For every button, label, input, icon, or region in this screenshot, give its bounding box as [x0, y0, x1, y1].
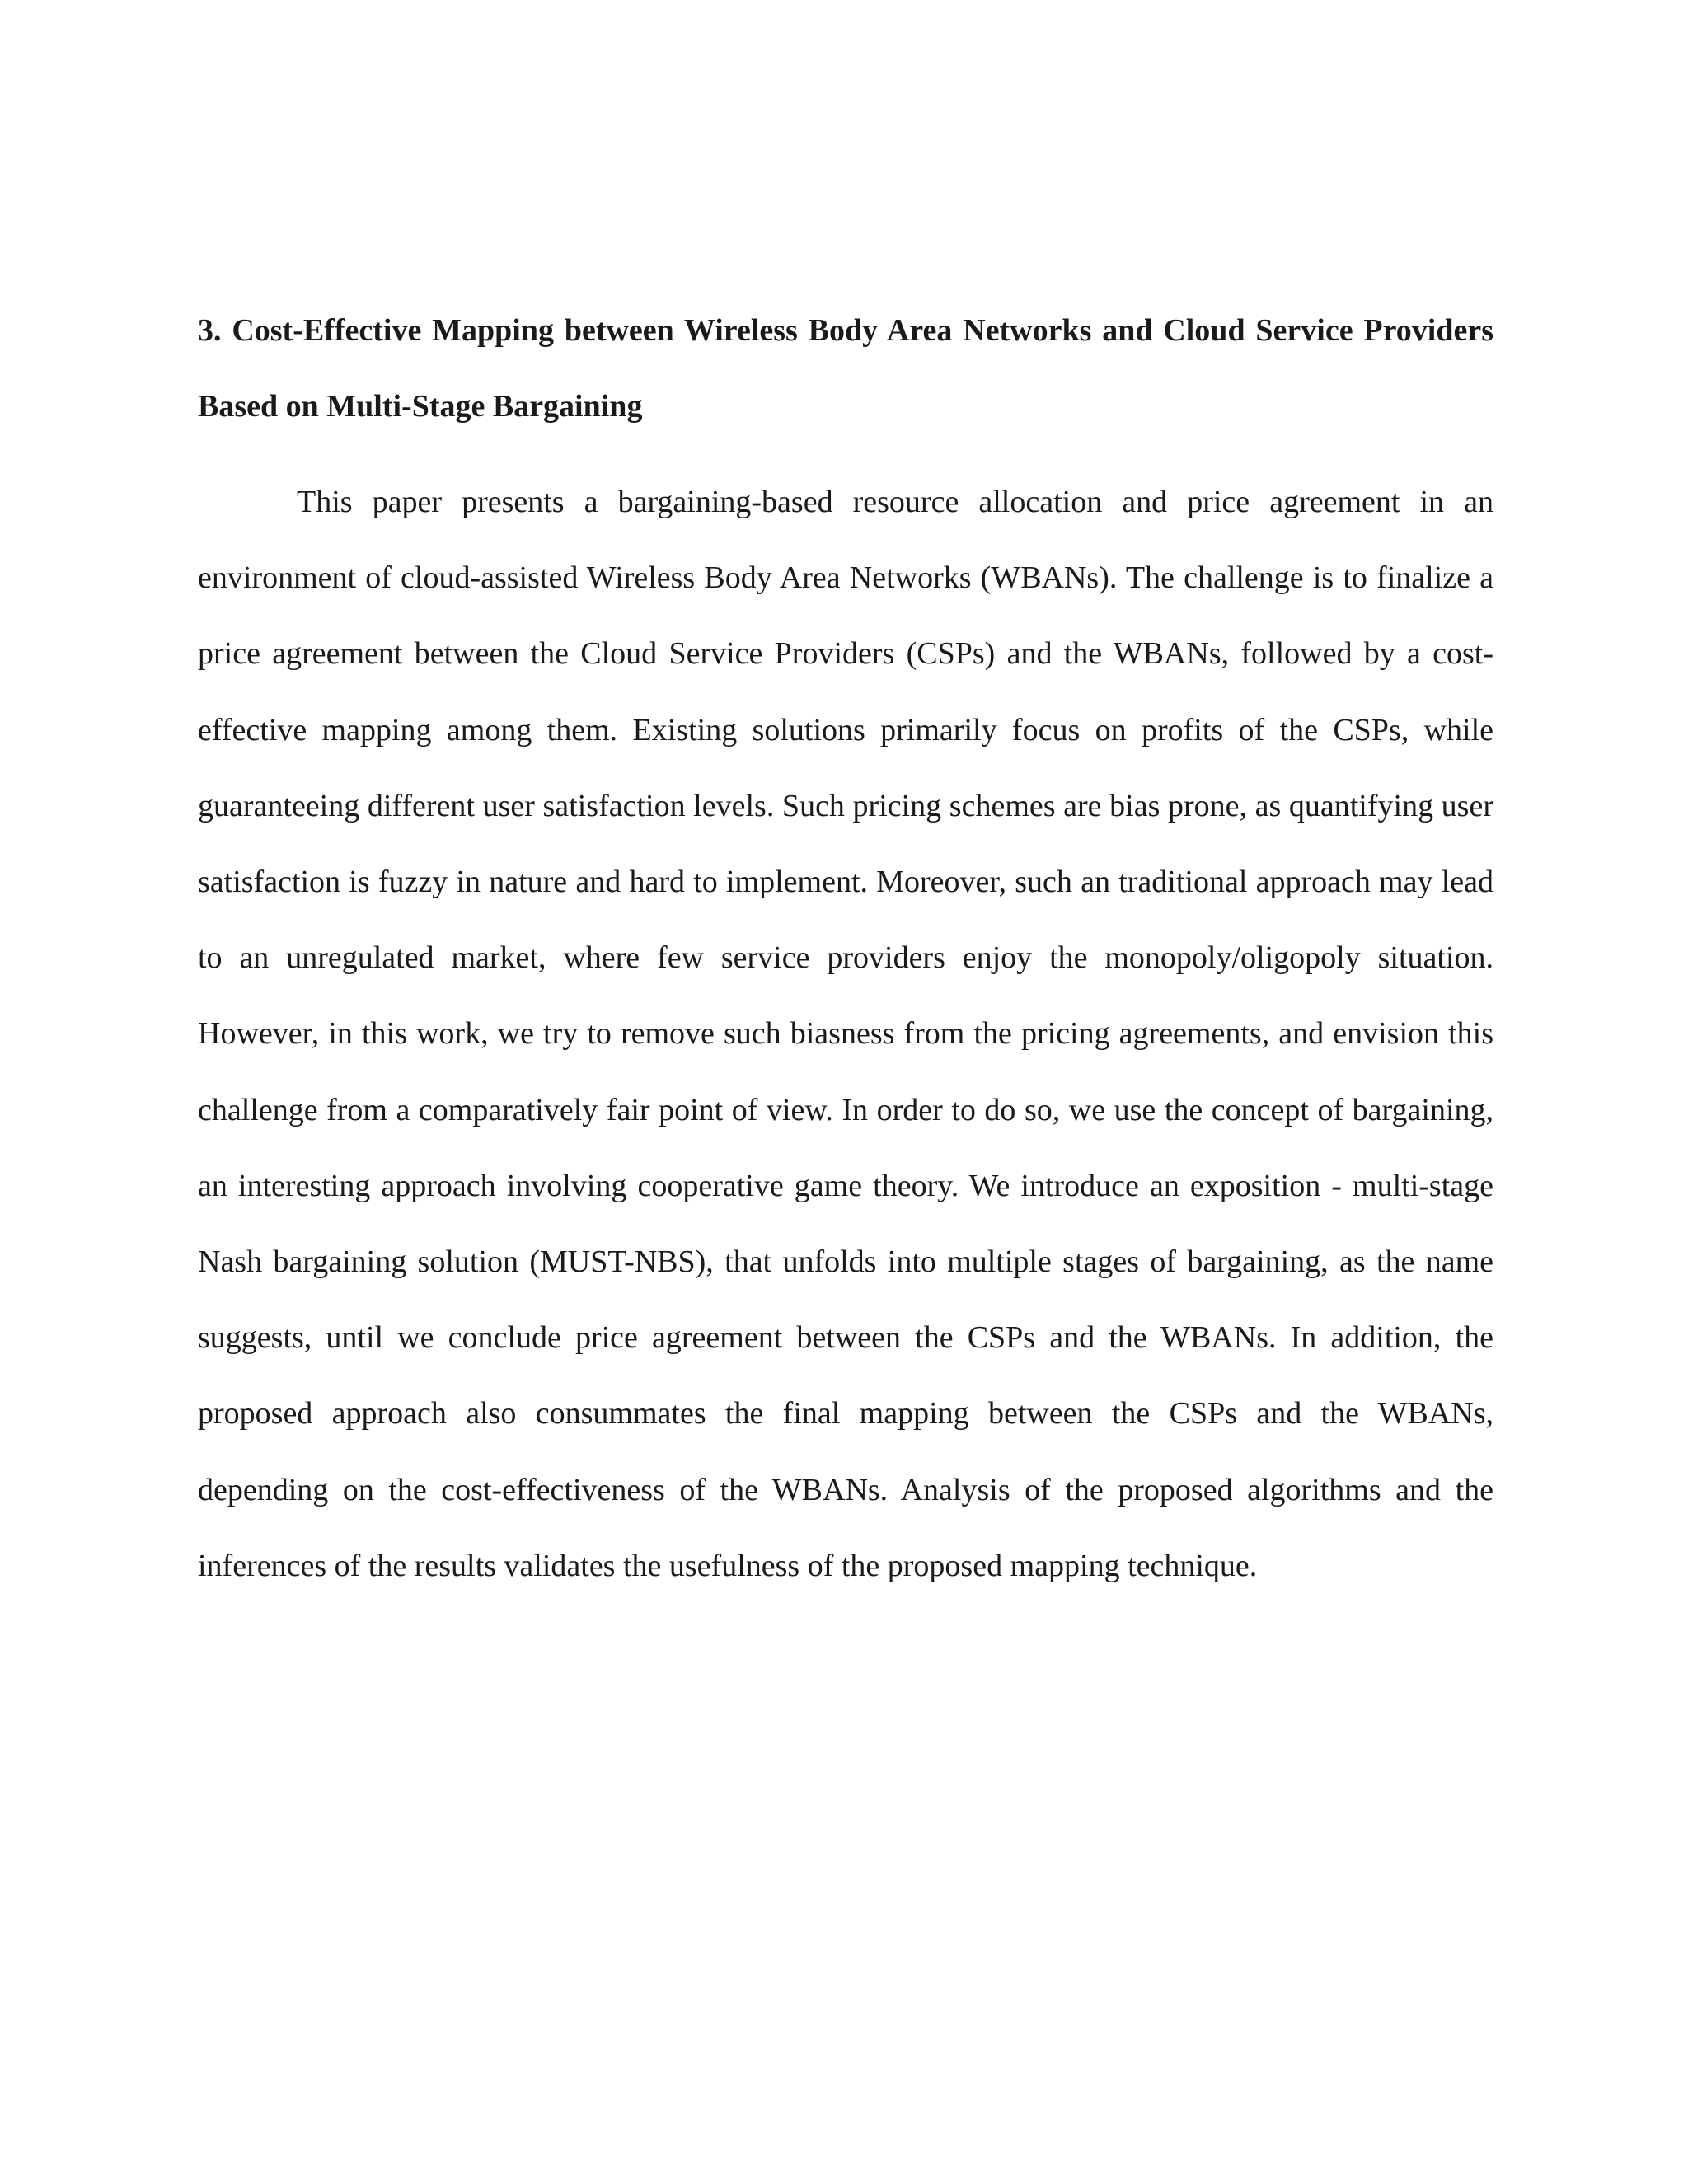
document-page	[198, 293, 1493, 1604]
section-heading: 3. Cost-Effective Mapping between Wireless Body Area Networks and Cloud Service Providers Based on Multi-Stage Bargaining	[198, 313, 1493, 424]
abstract-paragraph: This paper presents a bargaining-based resource allocation and price agreement in an environment of cloud-assisted Wireless Body Area Networks (WBANs). The challenge is to finalize a price agreement between the Cloud Service Providers (CSPs) and the WBANs, followed by a cost-effective mapping among them. Existing solutions primarily focus on profits of the CSPs, while guaranteeing different user satisfaction levels. Such pricing schemes are bias prone, as quantifying user satisfaction is fuzzy in nature and hard to implement. Moreover, such an traditional approach may lead to an unregulated market, where few service providers enjoy the monopoly/oligopoly situation. However, in this work, we try to remove such biasness from the pricing agreements, and envision this challenge from a comparatively fair point of view. In order to do so, we use the concept of bargaining, an interesting approach involving cooperative game theory. We introduce an exposition - multi-stage Nash bargaining solution (MUST-NBS), that unfolds into multiple stages of bargaining, as the name suggests, until we conclude price agreement between the CSPs and the WBANs. In addition, the proposed approach also consummates the final mapping between the CSPs and the WBANs, depending on the cost-effectiveness of the WBANs. Analysis of the proposed algorithms and the inferences of the results validates the usefulness of the proposed mapping technique.	[198, 485, 1493, 1583]
